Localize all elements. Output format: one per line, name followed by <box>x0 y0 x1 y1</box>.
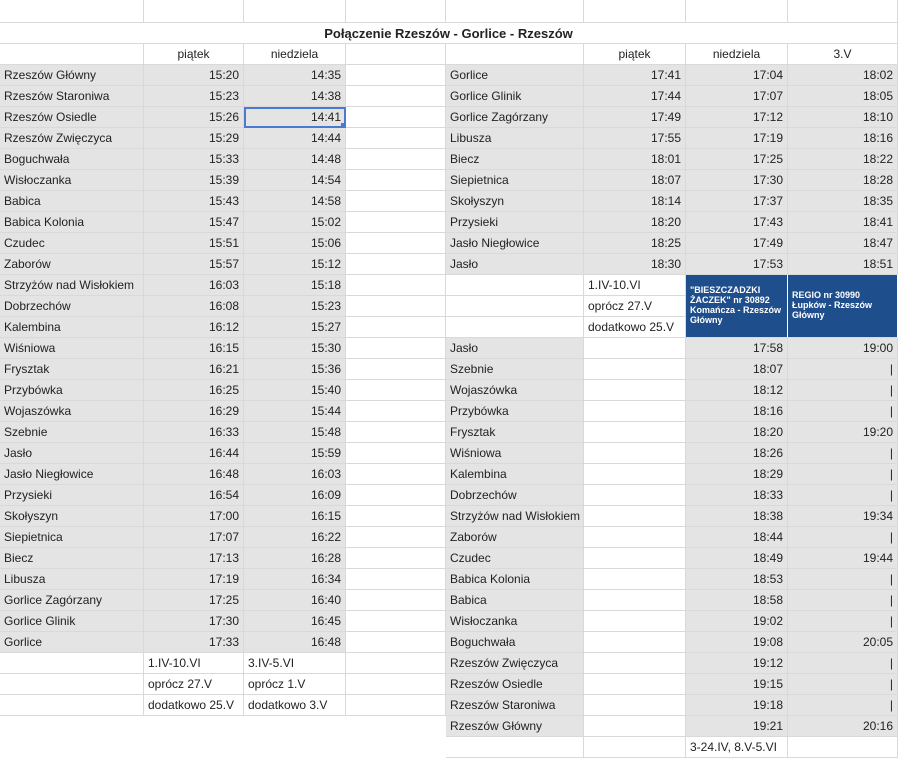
empty-cell[interactable] <box>346 632 446 653</box>
empty-cell[interactable] <box>346 338 446 359</box>
time-cell[interactable]: 15:26 <box>144 107 244 128</box>
empty-cell[interactable] <box>346 191 446 212</box>
time-cell[interactable]: | <box>788 695 898 716</box>
time-cell[interactable]: | <box>788 359 898 380</box>
time-cell[interactable]: 17:07 <box>686 86 788 107</box>
time-cell[interactable]: 14:58 <box>244 191 346 212</box>
station-name-cell[interactable]: Skołyszyn <box>0 506 144 527</box>
time-cell[interactable]: 16:34 <box>244 569 346 590</box>
time-cell[interactable]: 15:23 <box>144 86 244 107</box>
time-cell[interactable]: 17:30 <box>144 611 244 632</box>
empty-cell[interactable] <box>346 674 446 695</box>
time-cell[interactable]: | <box>788 653 898 674</box>
time-cell[interactable]: 18:49 <box>686 548 788 569</box>
station-name-cell[interactable]: Dobrzechów <box>0 296 144 317</box>
empty-cell[interactable] <box>346 212 446 233</box>
empty-cell[interactable] <box>788 737 898 758</box>
time-cell[interactable]: 20:16 <box>788 716 898 737</box>
time-cell[interactable]: 17:41 <box>584 65 686 86</box>
time-cell[interactable]: 18:29 <box>686 464 788 485</box>
station-name-cell[interactable]: Babica <box>446 590 584 611</box>
time-cell[interactable]: 18:16 <box>686 401 788 422</box>
empty-cell[interactable] <box>346 44 446 65</box>
station-name-cell[interactable]: Zaborów <box>0 254 144 275</box>
station-name-cell[interactable]: Libusza <box>0 569 144 590</box>
empty-cell[interactable] <box>346 401 446 422</box>
time-cell[interactable]: 16:15 <box>144 338 244 359</box>
empty-cell[interactable] <box>346 464 446 485</box>
time-cell[interactable]: 18:47 <box>788 233 898 254</box>
time-cell[interactable]: 14:38 <box>244 86 346 107</box>
time-cell[interactable]: 16:33 <box>144 422 244 443</box>
station-name-cell[interactable]: Wojaszówka <box>0 401 144 422</box>
station-name-cell[interactable]: Szebnie <box>446 359 584 380</box>
station-name-cell[interactable]: Rzeszów Staroniwa <box>446 695 584 716</box>
time-cell[interactable]: 16:12 <box>144 317 244 338</box>
selected-time-cell[interactable]: 14:41 <box>244 107 346 128</box>
note-cell[interactable]: oprócz 27.V <box>584 296 686 317</box>
station-name-cell[interactable]: Rzeszów Zwięczyca <box>446 653 584 674</box>
station-name-cell[interactable]: Rzeszów Główny <box>0 65 144 86</box>
empty-cell[interactable] <box>346 128 446 149</box>
empty-cell[interactable] <box>584 737 686 758</box>
station-name-cell[interactable]: Siepietnica <box>0 527 144 548</box>
time-cell[interactable]: 19:34 <box>788 506 898 527</box>
station-name-cell[interactable]: Jasło <box>446 338 584 359</box>
station-name-cell[interactable]: Czudec <box>0 233 144 254</box>
empty-cell[interactable] <box>346 107 446 128</box>
station-name-cell[interactable]: Babica Kolonia <box>0 212 144 233</box>
empty-cell[interactable] <box>346 233 446 254</box>
time-cell[interactable]: 18:01 <box>584 149 686 170</box>
note-cell[interactable]: oprócz 1.V <box>244 674 346 695</box>
empty-cell[interactable] <box>446 737 584 758</box>
time-cell[interactable]: 20:05 <box>788 632 898 653</box>
time-cell[interactable]: 17:13 <box>144 548 244 569</box>
station-name-cell[interactable]: Jasło <box>0 443 144 464</box>
station-name-cell[interactable]: Frysztak <box>0 359 144 380</box>
time-cell[interactable]: 18:26 <box>686 443 788 464</box>
station-name-cell[interactable]: Rzeszów Główny <box>446 716 584 737</box>
empty-cell[interactable] <box>584 464 686 485</box>
time-cell[interactable]: 15:30 <box>244 338 346 359</box>
empty-cell[interactable] <box>346 0 446 23</box>
empty-cell[interactable] <box>346 65 446 86</box>
time-cell[interactable]: 18:30 <box>584 254 686 275</box>
empty-cell[interactable] <box>346 317 446 338</box>
time-cell[interactable]: 15:47 <box>144 212 244 233</box>
time-cell[interactable]: 17:33 <box>144 632 244 653</box>
time-cell[interactable]: 16:48 <box>144 464 244 485</box>
time-cell[interactable]: 17:19 <box>686 128 788 149</box>
time-cell[interactable]: 19:12 <box>686 653 788 674</box>
column-header-may-3[interactable]: 3.V <box>788 44 898 65</box>
time-cell[interactable]: 18:53 <box>686 569 788 590</box>
time-cell[interactable]: 14:44 <box>244 128 346 149</box>
time-cell[interactable]: | <box>788 590 898 611</box>
station-name-cell[interactable]: Babica Kolonia <box>446 569 584 590</box>
column-header-friday[interactable]: piątek <box>584 44 686 65</box>
time-cell[interactable]: | <box>788 443 898 464</box>
time-cell[interactable]: 18:35 <box>788 191 898 212</box>
station-name-cell[interactable]: Kalembina <box>0 317 144 338</box>
station-name-cell[interactable]: Gorlice Zagórzany <box>446 107 584 128</box>
station-name-cell[interactable]: Szebnie <box>0 422 144 443</box>
empty-cell[interactable] <box>346 485 446 506</box>
station-name-cell[interactable]: Strzyżów nad Wisłokiem <box>446 506 584 527</box>
time-cell[interactable]: 16:45 <box>244 611 346 632</box>
time-cell[interactable]: 18:02 <box>788 65 898 86</box>
empty-cell[interactable] <box>584 653 686 674</box>
empty-cell[interactable] <box>686 0 788 23</box>
empty-cell[interactable] <box>346 548 446 569</box>
empty-cell[interactable] <box>446 44 584 65</box>
note-cell[interactable]: 1.IV-10.VI <box>144 653 244 674</box>
time-cell[interactable]: 16:03 <box>244 464 346 485</box>
time-cell[interactable]: 16:09 <box>244 485 346 506</box>
note-cell[interactable]: 3-24.IV, 8.V-5.VI <box>686 737 788 758</box>
station-name-cell[interactable]: Strzyżów nad Wisłokiem <box>0 275 144 296</box>
time-cell[interactable]: 19:00 <box>788 338 898 359</box>
empty-cell[interactable] <box>346 149 446 170</box>
time-cell[interactable]: 17:30 <box>686 170 788 191</box>
station-name-cell[interactable]: Biecz <box>446 149 584 170</box>
time-cell[interactable]: 18:14 <box>584 191 686 212</box>
time-cell[interactable]: 17:43 <box>686 212 788 233</box>
station-name-cell[interactable]: Rzeszów Staroniwa <box>0 86 144 107</box>
time-cell[interactable]: 18:07 <box>686 359 788 380</box>
empty-cell[interactable] <box>584 380 686 401</box>
time-cell[interactable]: 18:05 <box>788 86 898 107</box>
note-cell[interactable]: dodatkowo 25.V <box>584 317 686 338</box>
station-name-cell[interactable]: Libusza <box>446 128 584 149</box>
note-cell[interactable]: 1.IV-10.VI <box>584 275 686 296</box>
time-cell[interactable]: | <box>788 674 898 695</box>
time-cell[interactable]: 18:41 <box>788 212 898 233</box>
empty-cell[interactable] <box>346 380 446 401</box>
note-cell[interactable]: 3.IV-5.VI <box>244 653 346 674</box>
time-cell[interactable]: | <box>788 485 898 506</box>
empty-cell[interactable] <box>584 590 686 611</box>
empty-cell[interactable] <box>584 422 686 443</box>
column-header-sunday[interactable]: niedziela <box>244 44 346 65</box>
time-cell[interactable]: 15:06 <box>244 233 346 254</box>
time-cell[interactable]: 14:48 <box>244 149 346 170</box>
empty-cell[interactable] <box>346 254 446 275</box>
note-cell[interactable]: dodatkowo 3.V <box>244 695 346 716</box>
empty-cell[interactable] <box>144 0 244 23</box>
time-cell[interactable]: | <box>788 611 898 632</box>
column-header-sunday[interactable]: niedziela <box>686 44 788 65</box>
station-name-cell[interactable]: Biecz <box>0 548 144 569</box>
empty-cell[interactable] <box>346 695 446 716</box>
time-cell[interactable]: 18:28 <box>788 170 898 191</box>
station-name-cell[interactable]: Przysieki <box>446 212 584 233</box>
time-cell[interactable]: 18:16 <box>788 128 898 149</box>
station-name-cell[interactable]: Gorlice Glinik <box>0 611 144 632</box>
empty-cell[interactable] <box>346 653 446 674</box>
empty-cell[interactable] <box>584 401 686 422</box>
station-name-cell[interactable]: Rzeszów Zwięczyca <box>0 128 144 149</box>
time-cell[interactable]: 15:23 <box>244 296 346 317</box>
station-name-cell[interactable]: Boguchwała <box>446 632 584 653</box>
station-name-cell[interactable]: Rzeszów Osiedle <box>446 674 584 695</box>
time-cell[interactable]: 16:29 <box>144 401 244 422</box>
column-header-friday[interactable]: piątek <box>144 44 244 65</box>
time-cell[interactable]: 15:51 <box>144 233 244 254</box>
time-cell[interactable]: 16:03 <box>144 275 244 296</box>
empty-cell[interactable] <box>346 527 446 548</box>
time-cell[interactable]: 16:21 <box>144 359 244 380</box>
station-name-cell[interactable]: Babica <box>0 191 144 212</box>
empty-cell[interactable] <box>346 170 446 191</box>
station-name-cell[interactable]: Zaborów <box>446 527 584 548</box>
station-name-cell[interactable]: Czudec <box>446 548 584 569</box>
time-cell[interactable]: 16:28 <box>244 548 346 569</box>
time-cell[interactable]: 15:36 <box>244 359 346 380</box>
empty-cell[interactable] <box>346 611 446 632</box>
empty-cell[interactable] <box>584 674 686 695</box>
empty-cell[interactable] <box>446 0 584 23</box>
time-cell[interactable]: 19:02 <box>686 611 788 632</box>
time-cell[interactable]: 17:07 <box>144 527 244 548</box>
time-cell[interactable]: | <box>788 464 898 485</box>
empty-cell[interactable] <box>346 359 446 380</box>
empty-cell[interactable] <box>446 296 584 317</box>
time-cell[interactable]: 15:59 <box>244 443 346 464</box>
empty-cell[interactable] <box>346 569 446 590</box>
time-cell[interactable]: 15:48 <box>244 422 346 443</box>
time-cell[interactable]: 17:37 <box>686 191 788 212</box>
empty-cell[interactable] <box>346 590 446 611</box>
station-name-cell[interactable]: Przybówka <box>0 380 144 401</box>
time-cell[interactable]: 17:49 <box>686 233 788 254</box>
empty-cell[interactable] <box>584 338 686 359</box>
empty-cell[interactable] <box>584 611 686 632</box>
time-cell[interactable]: 18:20 <box>686 422 788 443</box>
station-name-cell[interactable]: Rzeszów Osiedle <box>0 107 144 128</box>
time-cell[interactable]: 19:44 <box>788 548 898 569</box>
time-cell[interactable]: 18:12 <box>686 380 788 401</box>
time-cell[interactable]: 16:44 <box>144 443 244 464</box>
empty-cell[interactable] <box>0 674 144 695</box>
empty-cell[interactable] <box>446 317 584 338</box>
empty-cell[interactable] <box>584 506 686 527</box>
empty-cell[interactable] <box>584 716 686 737</box>
time-cell[interactable]: 17:00 <box>144 506 244 527</box>
train-header-regio[interactable]: REGIO nr 30990 Łupków - Rzeszów Główny <box>788 275 898 338</box>
time-cell[interactable]: 16:48 <box>244 632 346 653</box>
time-cell[interactable]: 19:18 <box>686 695 788 716</box>
time-cell[interactable]: 16:08 <box>144 296 244 317</box>
time-cell[interactable]: 18:38 <box>686 506 788 527</box>
time-cell[interactable]: 15:57 <box>144 254 244 275</box>
time-cell[interactable]: 18:51 <box>788 254 898 275</box>
station-name-cell[interactable]: Kalembina <box>446 464 584 485</box>
empty-cell[interactable] <box>584 527 686 548</box>
time-cell[interactable]: 15:43 <box>144 191 244 212</box>
time-cell[interactable]: 19:15 <box>686 674 788 695</box>
empty-cell[interactable] <box>584 0 686 23</box>
train-header-bieszczadzki-zaczek[interactable]: "BIESZCZADZKI ŻACZEK" nr 30892 Komańcza - Rzeszów Główny <box>686 275 788 338</box>
station-name-cell[interactable]: Gorlice Glinik <box>446 86 584 107</box>
station-name-cell[interactable]: Gorlice <box>446 65 584 86</box>
station-name-cell[interactable]: Jasło Niegłowice <box>0 464 144 485</box>
time-cell[interactable]: 16:25 <box>144 380 244 401</box>
time-cell[interactable]: 18:33 <box>686 485 788 506</box>
time-cell[interactable]: 16:40 <box>244 590 346 611</box>
station-name-cell[interactable]: Skołyszyn <box>446 191 584 212</box>
time-cell[interactable]: 17:25 <box>686 149 788 170</box>
time-cell[interactable]: 15:27 <box>244 317 346 338</box>
time-cell[interactable]: 17:55 <box>584 128 686 149</box>
time-cell[interactable]: 18:22 <box>788 149 898 170</box>
time-cell[interactable]: 18:58 <box>686 590 788 611</box>
station-name-cell[interactable]: Gorlice <box>0 632 144 653</box>
time-cell[interactable]: 17:44 <box>584 86 686 107</box>
time-cell[interactable]: 15:33 <box>144 149 244 170</box>
time-cell[interactable]: 15:44 <box>244 401 346 422</box>
empty-cell[interactable] <box>244 0 346 23</box>
time-cell[interactable]: 17:49 <box>584 107 686 128</box>
empty-cell[interactable] <box>346 506 446 527</box>
empty-cell[interactable] <box>346 275 446 296</box>
time-cell[interactable]: 14:35 <box>244 65 346 86</box>
empty-cell[interactable] <box>584 695 686 716</box>
empty-cell[interactable] <box>0 695 144 716</box>
time-cell[interactable]: 19:21 <box>686 716 788 737</box>
time-cell[interactable]: 18:25 <box>584 233 686 254</box>
note-cell[interactable]: dodatkowo 25.V <box>144 695 244 716</box>
empty-cell[interactable] <box>346 86 446 107</box>
time-cell[interactable]: 15:39 <box>144 170 244 191</box>
time-cell[interactable]: 17:12 <box>686 107 788 128</box>
time-cell[interactable]: 15:40 <box>244 380 346 401</box>
time-cell[interactable]: 15:18 <box>244 275 346 296</box>
empty-cell[interactable] <box>0 653 144 674</box>
station-name-cell[interactable]: Jasło Niegłowice <box>446 233 584 254</box>
time-cell[interactable]: 19:20 <box>788 422 898 443</box>
station-name-cell[interactable]: Frysztak <box>446 422 584 443</box>
station-name-cell[interactable]: Wisłoczanka <box>446 611 584 632</box>
empty-cell[interactable] <box>584 359 686 380</box>
empty-cell[interactable] <box>584 485 686 506</box>
time-cell[interactable]: | <box>788 527 898 548</box>
station-name-cell[interactable]: Siepietnica <box>446 170 584 191</box>
station-name-cell[interactable]: Dobrzechów <box>446 485 584 506</box>
station-name-cell[interactable]: Wiśniowa <box>446 443 584 464</box>
empty-cell[interactable] <box>346 443 446 464</box>
station-name-cell[interactable]: Boguchwała <box>0 149 144 170</box>
station-name-cell[interactable]: Wisłoczanka <box>0 170 144 191</box>
empty-cell[interactable] <box>0 44 144 65</box>
empty-cell[interactable] <box>584 569 686 590</box>
note-cell[interactable]: oprócz 27.V <box>144 674 244 695</box>
station-name-cell[interactable]: Wiśniowa <box>0 338 144 359</box>
time-cell[interactable]: 16:22 <box>244 527 346 548</box>
time-cell[interactable]: 16:54 <box>144 485 244 506</box>
time-cell[interactable]: 16:15 <box>244 506 346 527</box>
time-cell[interactable]: 18:07 <box>584 170 686 191</box>
time-cell[interactable]: 18:20 <box>584 212 686 233</box>
empty-cell[interactable] <box>788 0 898 23</box>
time-cell[interactable]: | <box>788 401 898 422</box>
time-cell[interactable]: | <box>788 569 898 590</box>
empty-cell[interactable] <box>446 275 584 296</box>
time-cell[interactable]: 17:58 <box>686 338 788 359</box>
time-cell[interactable]: 17:04 <box>686 65 788 86</box>
empty-cell[interactable] <box>584 443 686 464</box>
time-cell[interactable]: 15:29 <box>144 128 244 149</box>
sheet-title-cell[interactable]: Połączenie Rzeszów - Gorlice - Rzeszów <box>0 23 898 44</box>
station-name-cell[interactable]: Przybówka <box>446 401 584 422</box>
time-cell[interactable]: 17:25 <box>144 590 244 611</box>
time-cell[interactable]: 15:20 <box>144 65 244 86</box>
time-cell[interactable]: 15:12 <box>244 254 346 275</box>
station-name-cell[interactable]: Wojaszówka <box>446 380 584 401</box>
time-cell[interactable]: 18:10 <box>788 107 898 128</box>
empty-cell[interactable] <box>584 632 686 653</box>
time-cell[interactable]: 14:54 <box>244 170 346 191</box>
station-name-cell[interactable]: Jasło <box>446 254 584 275</box>
time-cell[interactable]: 17:53 <box>686 254 788 275</box>
station-name-cell[interactable]: Przysieki <box>0 485 144 506</box>
time-cell[interactable]: 19:08 <box>686 632 788 653</box>
time-cell[interactable]: 15:02 <box>244 212 346 233</box>
time-cell[interactable]: 18:44 <box>686 527 788 548</box>
time-cell[interactable]: | <box>788 380 898 401</box>
empty-cell[interactable] <box>346 296 446 317</box>
time-cell[interactable]: 17:19 <box>144 569 244 590</box>
station-name-cell[interactable]: Gorlice Zagórzany <box>0 590 144 611</box>
empty-cell[interactable] <box>346 422 446 443</box>
empty-cell[interactable] <box>584 548 686 569</box>
empty-cell[interactable] <box>0 0 144 23</box>
